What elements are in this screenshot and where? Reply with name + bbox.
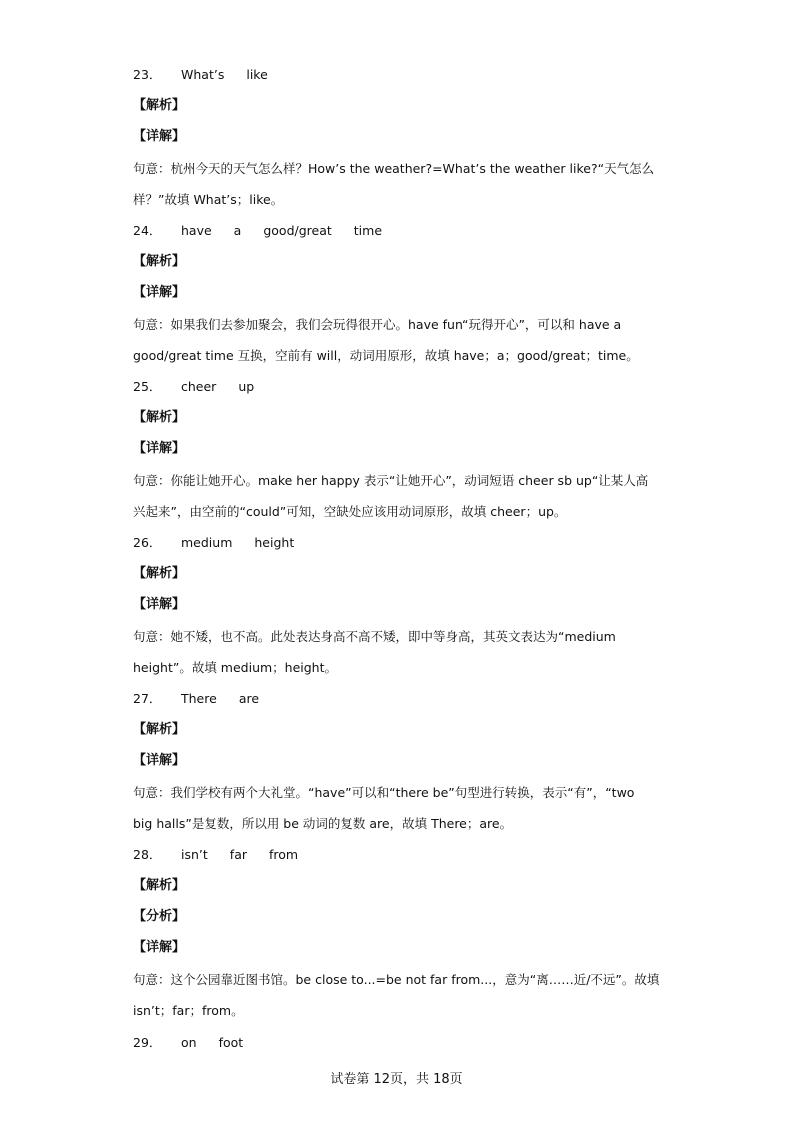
analysis-heading: 【解析】 xyxy=(133,254,186,269)
explanation-line: 句意：她不矮，也不高。此处表达身高不高不矮，即中等身高，其英文表达为“medium xyxy=(133,629,616,644)
detail-heading: 【详解】 xyxy=(133,441,186,456)
answer-word: There xyxy=(181,691,217,706)
explanation-line: 句意：你能让她开心。make her happy 表示“让她开心”，动词短语 cheer sb up“让某人高 xyxy=(133,473,649,488)
question-number: 28． xyxy=(133,847,162,862)
answer-word: from xyxy=(269,847,299,862)
detail-heading: 【详解】 xyxy=(133,940,186,955)
question-number: 29． xyxy=(133,1035,162,1050)
question-number: 24． xyxy=(133,223,162,238)
answer-word: a xyxy=(233,223,242,238)
analyze-heading: 【分析】 xyxy=(133,909,186,924)
answer-word: time xyxy=(353,223,383,238)
answer-word: medium xyxy=(181,535,233,550)
question-24 xyxy=(133,223,673,239)
question-number: 23． xyxy=(133,67,162,82)
question-number: 27． xyxy=(133,691,162,706)
explanation-line: 样？”故填 What’s；like。 xyxy=(133,192,284,207)
answer-word: height xyxy=(254,535,295,550)
explanation-line: 兴起来”，由空前的“could”可知，空缺处应该用动词原形，故填 cheer；up。 xyxy=(133,504,567,519)
answer-word: have xyxy=(181,223,212,238)
answer-word: cheer xyxy=(181,379,217,394)
answer-word: isn’t xyxy=(181,847,208,862)
explanation-line: good/great time 互换，空前有 will，动词用原形，故填 have；a；good/great；time。 xyxy=(133,348,639,363)
question-26 xyxy=(133,535,673,551)
answer-word: like xyxy=(246,67,268,82)
explanation-line: 句意：这个公园靠近图书馆。be close to...=be not far from...，意为“离……近/不远”。故填 xyxy=(133,972,660,987)
answer-word: good/great xyxy=(263,223,332,238)
explanation-line: big halls”是复数，所以用 be 动词的复数 are，故填 There；are。 xyxy=(133,816,513,831)
question-number: 25． xyxy=(133,379,162,394)
explanation-line: isn’t；far；from。 xyxy=(133,1003,244,1018)
answer-word: What’s xyxy=(181,67,225,82)
detail-heading: 【详解】 xyxy=(133,597,186,612)
answer-word: up xyxy=(238,379,255,394)
answer-word: are xyxy=(238,691,260,706)
question-23 xyxy=(133,67,673,83)
answer-word: on xyxy=(181,1035,197,1050)
analysis-heading: 【解析】 xyxy=(133,878,186,893)
detail-heading: 【详解】 xyxy=(133,285,186,300)
analysis-heading: 【解析】 xyxy=(133,566,186,581)
question-27 xyxy=(133,691,673,707)
answer-word: foot xyxy=(218,1035,244,1050)
question-28 xyxy=(133,847,673,863)
analysis-heading: 【解析】 xyxy=(133,722,186,737)
answer-word: far xyxy=(229,847,247,862)
detail-heading: 【详解】 xyxy=(133,753,186,768)
page-footer: 试卷第 12页，共 18页 xyxy=(330,1072,463,1087)
question-number: 26． xyxy=(133,535,162,550)
explanation-line: 句意：如果我们去参加聚会，我们会玩得很开心。have fun“玩得开心”，可以和 have a xyxy=(133,317,622,332)
detail-heading: 【详解】 xyxy=(133,129,186,144)
analysis-heading: 【解析】 xyxy=(133,410,186,425)
explanation-line: 句意：杭州今天的天气怎么样？How’s the weather?=What’s the weather like?“天气怎么 xyxy=(133,161,655,176)
question-29 xyxy=(133,1035,673,1051)
question-25 xyxy=(133,379,673,395)
explanation-line: height”。故填 medium；height。 xyxy=(133,660,338,675)
explanation-line: 句意：我们学校有两个大礼堂。“have”可以和“there be”句型进行转换，表示“有”，“two xyxy=(133,785,635,800)
analysis-heading: 【解析】 xyxy=(133,98,186,113)
